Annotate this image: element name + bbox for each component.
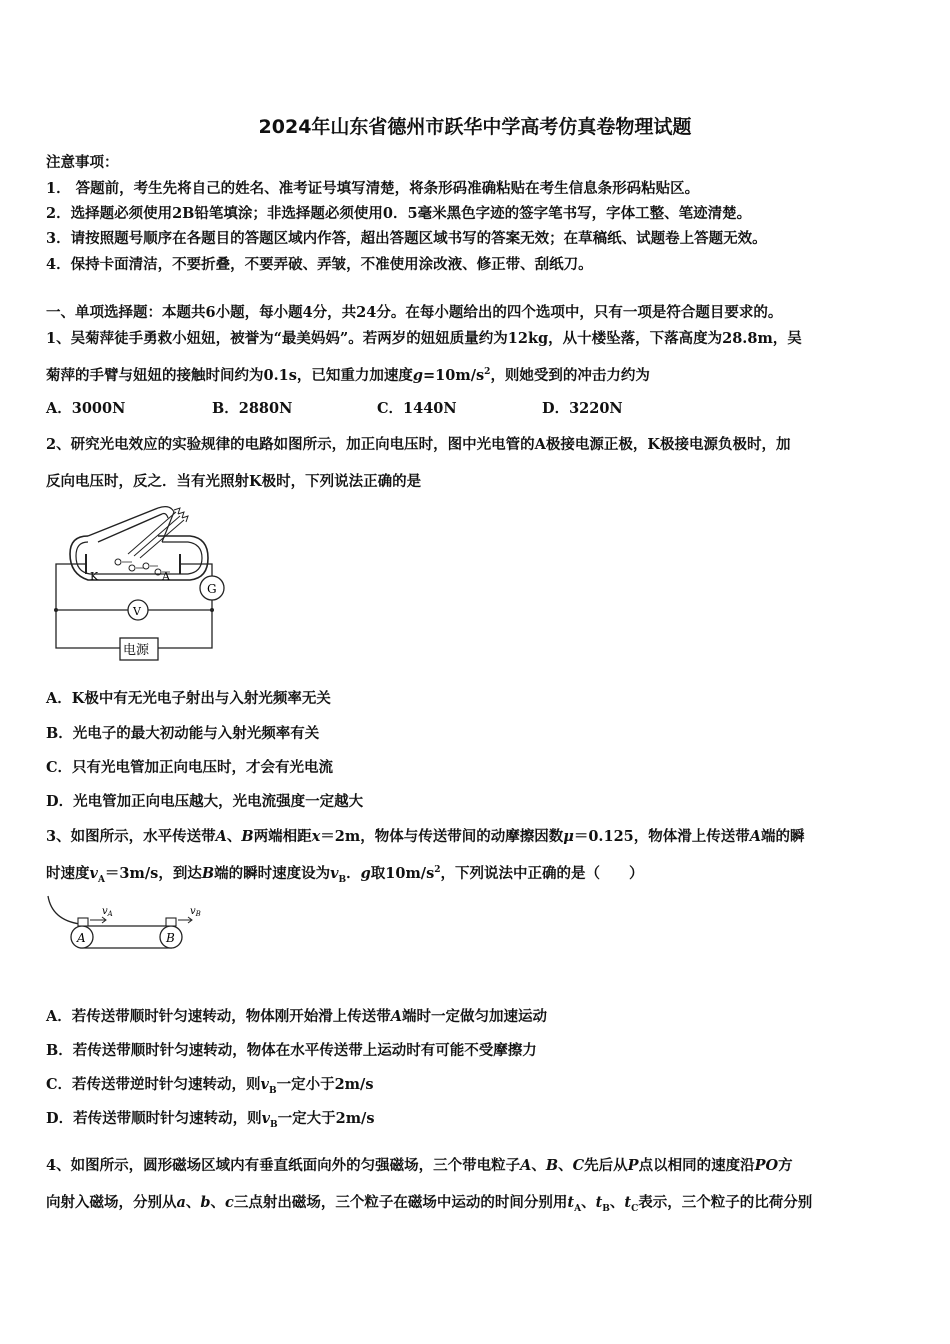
q3-sup: 2 [434, 865, 441, 876]
label-va-sub: A [107, 910, 113, 918]
q3-optd-v: v [261, 1110, 271, 1127]
q3-optc-text-a: C．若传送带逆时针匀速转动，则 [46, 1076, 261, 1093]
q4-sym-t3: t [624, 1194, 632, 1211]
q4-sym-P: P [627, 1157, 639, 1174]
q3-sym-B2: B [201, 865, 215, 882]
arrow-vb [178, 917, 192, 923]
label-a: A [162, 570, 170, 583]
electron-2 [129, 565, 135, 571]
q3-text-1e: ＝0.125，物体滑上传送带 [573, 828, 750, 845]
q3-option-a [46, 1005, 906, 1026]
q3-text-1a: 3、如图所示，水平传送带 [46, 828, 216, 845]
q1-line-2 [46, 364, 906, 385]
arrow-va [90, 917, 106, 923]
q3-text-2d: ． [346, 865, 361, 882]
notice-item-1: 1． 答题前，考生先将自己的姓名、准考证号填写清楚，将条形码准确粘贴在考生信息条形码粘贴区。 [46, 180, 700, 197]
q3-text-2c: 端的瞬时速度设为 [214, 865, 331, 882]
q3-optc-v: v [260, 1076, 269, 1093]
q3-opta-sym: A [390, 1008, 403, 1025]
q3-sub-B: B [338, 874, 347, 885]
label-g: G [207, 582, 217, 596]
q4-sym-C: C [572, 1157, 585, 1174]
conveyor-belt-figure [44, 892, 214, 956]
label-pulley-a: A [77, 931, 86, 945]
circuit-wire-right-bottom [158, 600, 212, 648]
label-k: K [90, 570, 99, 583]
junction-left [54, 608, 58, 612]
block-at-b [166, 918, 176, 926]
q4-sep-5: 、 [581, 1194, 596, 1211]
q3-sub-A: A [97, 874, 105, 885]
q1-text-a: 菊萍的手臂与妞妞的接触时间约为0.1s，已知重力加速度 [46, 367, 413, 384]
q4-sym-c: c [225, 1194, 234, 1211]
q3-optc-sub: B [268, 1085, 277, 1096]
q3-text-1b: 、 [226, 828, 242, 845]
q1-option-d: D．3220N [542, 400, 623, 417]
q3-opta-text-b: 端时一定做匀加速运动 [402, 1008, 548, 1025]
q4-sep-4: 、 [210, 1194, 226, 1211]
q4-sep-6: 、 [609, 1194, 625, 1211]
notice-item-3: 3．请按照题号顺序在各题目的答题区域内作答，超出答题区域书写的答案无效；在草稿纸、试题卷上答题无效。 [46, 230, 767, 247]
phototube-window [88, 508, 162, 542]
light-ray-3 [140, 520, 184, 558]
q4-sym-a: a [176, 1194, 186, 1211]
q3-text-2e: 取10m/s [370, 865, 435, 882]
q4-text-1c: 点以相同的速度沿 [638, 1157, 755, 1174]
q3-sym-v2: v [330, 865, 339, 882]
notice-item-2: 2．选择题必须使用2B铅笔填涂；非选择题必须使用0．5毫米黑色字迹的签字笔书写，字体工整、笔迹清楚。 [46, 205, 752, 222]
q1-option-a: A．3000N [46, 400, 126, 417]
q4-sep-3: 、 [185, 1194, 201, 1211]
q4-sep-2: 、 [558, 1157, 573, 1174]
label-vb [190, 906, 201, 918]
q3-text-2b: ＝3m/s，到达 [104, 865, 202, 882]
q4-text-1d: 方 [778, 1157, 793, 1174]
q4-text-2b: 三点射出磁场，三个粒子在磁场中运动的时间分别用 [233, 1194, 568, 1211]
notice-item-4: 4．保持卡面清洁，不要折叠，不要弄破、弄皱，不准使用涂改液、修正带、刮纸刀。 [46, 256, 593, 273]
q4-sep-1: 、 [531, 1157, 546, 1174]
q3-sym-v: v [89, 865, 98, 882]
q4-sym-b: b [200, 1194, 211, 1211]
q4-sub-t2: B [602, 1203, 610, 1214]
q2-line-2: 反向电压时，反之．当有光照射K极时，下列说法正确的是 [46, 473, 422, 490]
electron-1 [115, 559, 121, 565]
q4-text-2a: 向射入磁场，分别从 [46, 1194, 177, 1211]
circuit-wire-left [56, 564, 120, 648]
q2-option-d: D．光电管加正向电压越大，光电流强度一定越大 [46, 793, 364, 810]
notice-heading: 注意事项： [46, 154, 119, 171]
q3-option-d [46, 1107, 906, 1130]
q4-sym-t2: t [595, 1194, 603, 1211]
q3-optd-text-a: D．若传送带顺时针匀速转动，则 [46, 1110, 262, 1127]
q3-line-2 [46, 862, 906, 885]
label-pulley-b: B [166, 931, 175, 945]
label-v: V [133, 605, 141, 618]
q1-sup: 2 [484, 367, 491, 378]
q4-sub-t1: A [574, 1203, 582, 1214]
q4-sub-t3: C [631, 1203, 639, 1214]
q1-option-c: C．1440N [377, 400, 457, 417]
q2-option-b: B．光电子的最大初动能与入射光频率有关 [46, 725, 320, 742]
q3-sym-g: g [360, 865, 371, 882]
q2-option-c: C．只有光电管加正向电压时，才会有光电流 [46, 759, 334, 776]
q4-sym-B: B [545, 1157, 559, 1174]
q2-line-1: 2、研究光电效应的实验规律的电路如图所示，加正向电压时，图中光电管的A极接电源正极，K极接电源负极时，加 [46, 436, 791, 453]
q3-text-1d: ＝2m，物体与传送带间的动摩擦因数 [320, 828, 564, 845]
q1-text-c: ，则她受到的冲击力约为 [490, 367, 650, 384]
photoelectric-circuit-figure [48, 494, 233, 666]
q3-text-2a: 时速度 [46, 865, 90, 882]
q1-g-symbol: g [412, 367, 424, 384]
label-power-source: 电源 [123, 643, 150, 658]
q3-optc-text-b: 一定小于2m/s [276, 1076, 374, 1093]
q4-line-1 [46, 1154, 906, 1175]
q1-line-1: 1、吴菊萍徒手勇救小妞妞，被誉为“最美妈妈”。若两岁的妞妞质量约为12kg，从十楼坠落，下落高度为28.8m，吴 [46, 330, 802, 347]
label-va [102, 906, 113, 918]
q3-sym-mu: μ [563, 828, 574, 845]
block-at-a [78, 918, 88, 926]
q3-text-1c: 两端相距 [253, 828, 312, 845]
q3-optd-sub: B [270, 1119, 278, 1130]
q3-sym-x: x [311, 828, 321, 845]
incoming-slope [48, 896, 80, 924]
label-va-v: v [102, 906, 108, 917]
q4-text-1a: 4、如图所示，圆形磁场区域内有垂直纸面向外的匀强磁场，三个带电粒子 [46, 1157, 521, 1174]
q4-sym-A: A [520, 1157, 532, 1174]
q3-sym-A: A [215, 828, 227, 845]
label-vb-v: v [190, 906, 196, 917]
q3-option-b: B．若传送带顺时针匀速转动，物体在水平传送带上运动时有可能不受摩擦力 [46, 1042, 537, 1059]
q3-text-2f: ，下列说法中正确的是（ ） [440, 865, 644, 882]
q2-option-a: A．K极中有无光电子射出与入射光频率无关 [46, 690, 331, 707]
q1-option-b: B．2880N [212, 400, 293, 417]
q4-sym-t1: t [567, 1194, 575, 1211]
junction-right [210, 608, 214, 612]
q4-sym-PO: PO [754, 1157, 779, 1174]
q4-text-2c: 表示，三个粒子的比荷分别 [638, 1194, 813, 1211]
q3-sym-B: B [241, 828, 254, 845]
q4-line-2 [46, 1191, 906, 1214]
q3-optd-text-b: 一定大于2m/s [277, 1110, 375, 1127]
q3-sym-A2: A [749, 828, 762, 845]
label-vb-sub: B [195, 910, 201, 918]
page-title: 2024年山东省德州市跃华中学高考仿真卷物理试题 [258, 116, 692, 138]
q3-option-c [46, 1073, 906, 1096]
q1-text-b: =10m/s [423, 367, 485, 384]
q3-text-1f: 端的瞬 [761, 828, 805, 845]
q3-opta-text-a: A．若传送带顺时针匀速转动，物体刚开始滑上传送带 [46, 1008, 391, 1025]
q3-line-1 [46, 825, 906, 846]
section-heading: 一、单项选择题：本题共6小题，每小题4分，共24分。在每小题给出的四个选项中，只有一项是符合题目要求的。 [46, 304, 783, 321]
q4-text-1b: 先后从 [584, 1157, 628, 1174]
